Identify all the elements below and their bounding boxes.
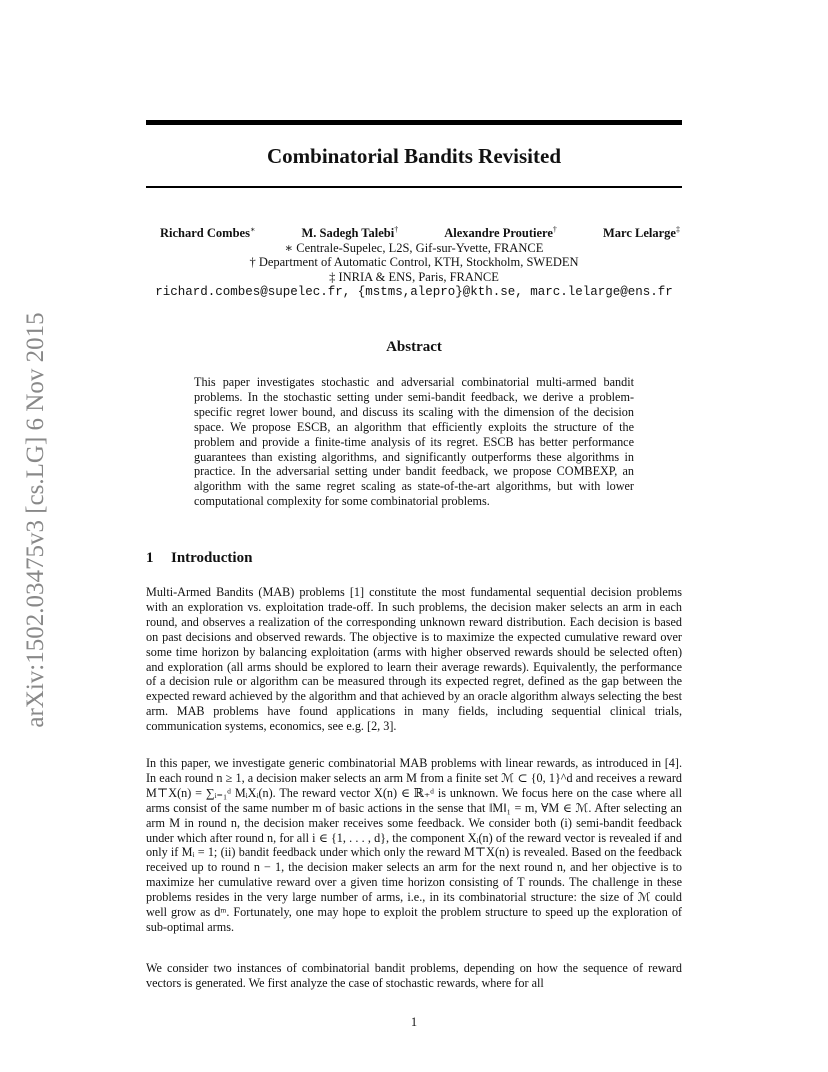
- section-title: Introduction: [171, 550, 253, 566]
- author: Alexandre Proutiere†: [444, 225, 557, 241]
- author: Richard Combes∗: [160, 225, 256, 241]
- title-top-rule: [146, 120, 682, 125]
- author: Marc Lelarge‡: [602, 225, 680, 241]
- page-number: 1: [410, 1015, 418, 1029]
- abstract-text: This paper investigates stochastic and adversarial combinatorial multi-armed bandit problems. In the stochastic setting under semi-bandit feedback, we derive a problem-specific regret lower bound, and discuss its scaling with the dimension of the decision space. We propose ESCB, an algorithm that efficiently exploits the structure of the problem and provide a finite-time analysis of its regret. ESCB has better performance guarantees than existing algorithms, and significantly outperforms these algorithms in practice. In the adversarial setting under bandit feedback, we propose COMBEXP, an algorithm with the same regret scaling as state-of-the-art algorithms, but with lower computational complexity for some combinatorial problems.: [194, 375, 634, 509]
- title-bottom-rule: [146, 186, 682, 188]
- paragraph: In this paper, we investigate generic combinatorial MAB problems with linear rewards, as introduced in [4]. In each round n ≥ 1, a decision maker selects an arm M from a finite set ℳ ⊂ {0, 1}^d and receives a reward M⊤X(n) = ∑ᵢ₌₁ᵈ MᵢXᵢ(n). The reward vector X(n) ∈ ℝ₊ᵈ is unknown. We focus here on the case where all arms consist of the same number m of basic actions in the sense that ‖M‖₁ = m, ∀M ∈ ℳ. After selecting an arm M in round n, the decision maker receives some feedback. We consider both (i) semi-bandit feedback under which after round n, for all i ∈ {1, . . . , d}, the component Xᵢ(n) of the reward vector is revealed if and only if Mᵢ = 1; (ii) bandit feedback under which only the reward M⊤X(n) is revealed. Based on the feedback received up to round n − 1, the decision maker selects an arm for the next round n, and her objective is to maximize her cumulative reward over a given time horizon consisting of T rounds. The challenge in these problems resides in the very large number of arms, i.e., in its combinatorial structure: the size of ℳ could well grow as dᵐ. Fortunately, one may hope to exploit the problem structure to speed up the exploration of sub-optimal arms.: [146, 756, 682, 934]
- paper-title: Combinatorial Bandits Revisited: [266, 144, 562, 168]
- affiliation: † Department of Automatic Control, KTH, Stockholm, SWEDEN: [249, 255, 579, 269]
- section-heading: [146, 550, 252, 567]
- abstract-heading: Abstract: [386, 339, 442, 355]
- affiliation: ∗ Centrale-Supelec, L2S, Gif-sur-Yvette, FRANCE: [284, 241, 544, 255]
- affiliation: ‡ INRIA & ENS, Paris, FRANCE: [329, 270, 499, 284]
- paragraph: Multi-Armed Bandits (MAB) problems [1] constitute the most fundamental sequential decision problems with an exploration vs. exploitation trade-off. In such problems, the decision maker selects an arm in each round, and observes a realization of the corresponding unknown reward distribution. Each decision is based on past decisions and observed rewards. The objective is to maximize the expected cumulative reward over some time horizon by balancing exploitation (arms with higher observed rewards should be selected often) and exploration (all arms should be explored to learn their average rewards). Equivalently, the performance of a decision rule or algorithm can be measured through its expected regret, defined as the gap between the expected reward achieved by the algorithm and that achieved by an oracle algorithm always selecting the best arm. MAB problems have found applications in many fields, including sequential clinical trials, communication systems, economics, see e.g. [2, 3].: [146, 585, 682, 734]
- author-emails: richard.combes@supelec.fr, {mstms,alepro}@kth.se, marc.lelarge@ens.fr: [155, 285, 673, 299]
- arxiv-identifier: arXiv:1502.03475v3 [cs.LG] 6 Nov 2015: [22, 312, 49, 728]
- author-list: [160, 225, 680, 241]
- section-number: 1: [146, 550, 154, 566]
- author: M. Sadegh Talebi†: [301, 225, 399, 241]
- paragraph: We consider two instances of combinatorial bandit problems, depending on how the sequence of reward vectors is generated. We first analyze the case of stochastic rewards, where for all: [146, 961, 682, 990]
